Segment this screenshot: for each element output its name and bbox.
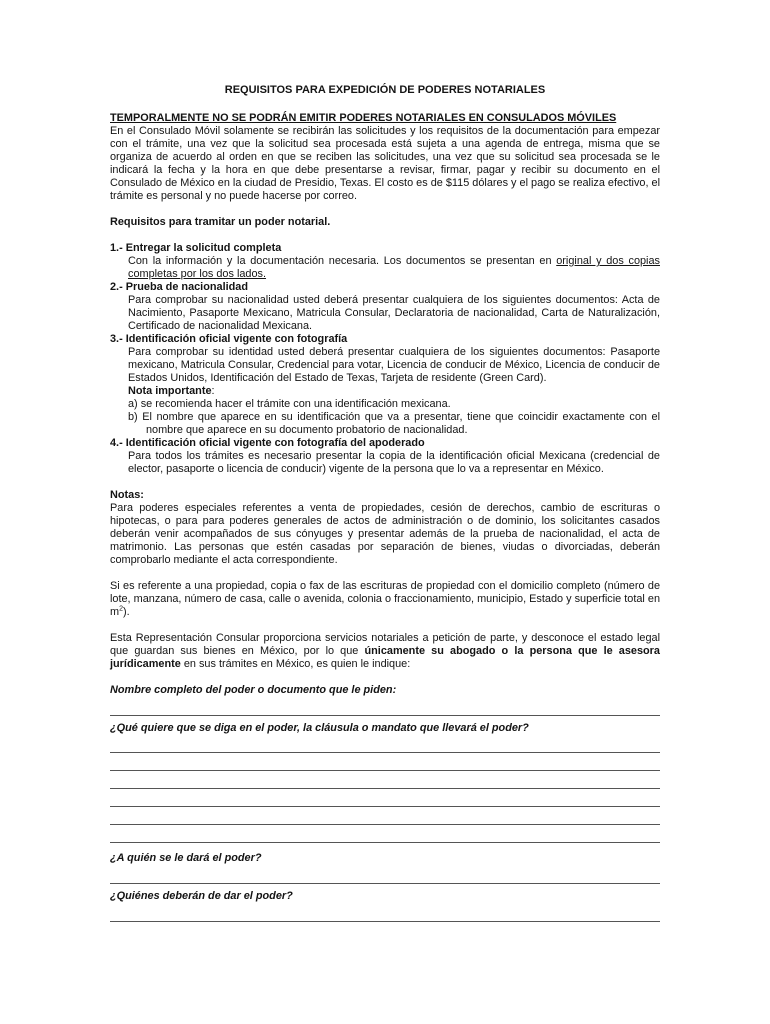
question-clause: ¿Qué quiere que se diga en el poder, la cláusula o mandato que llevará el poder? xyxy=(110,722,529,734)
notes-paragraph-2-text: Si es referente a una propiedad, copia o fax de las escrituras de propiedad con el domicilio completo (número de lote, manzana, número de casa, calle o avenida, colonia o fraccionamiento, municipio, Estado y superficie total en m xyxy=(110,580,660,618)
superscript-2: 2 xyxy=(119,605,123,613)
answer-line-clause-1[interactable] xyxy=(110,735,660,753)
item-3-heading: 3.- Identificación oficial vigente con fotografía xyxy=(110,333,348,345)
question-document-name: Nombre completo del poder o documento que le piden: xyxy=(110,684,397,696)
notes-paragraph-3-bold: únicamente su abogado o la persona que le asesora jurídicamente xyxy=(110,645,660,670)
notes-heading: Notas: xyxy=(110,489,144,501)
answer-line-clause-4[interactable] xyxy=(110,789,660,807)
item-1-text: Con la información y la documentación necesaria. Los documentos se presentan en xyxy=(128,255,557,267)
document-page xyxy=(110,84,660,922)
item-4-body: Para todos los trámites es necesario presentar la copia de la identificación oficial Mexicana (credencial de elector, pasaporte o licencia de conducir) vigente de la persona que lo va a representar en México. xyxy=(128,450,660,475)
item-1-underlined-text: original y dos copias completas por los dos lados. xyxy=(128,255,660,280)
notice-body: En el Consulado Móvil solamente se recibirán las solicitudes y los requisitos de la documentación para empezar con el trámite, una vez que la solicitud sea procesada está sujeta a una agenda de entrega, misma que se organiza de acuerdo al orden en que se reciben las solicitudes, una vez que su solicitud sea procesada se le indicará la fecha y la hora en que debe presentarse a revisar, firmar, pagar y recibir su documento en el Consulado de México en la ciudad de Presidio, Texas. El costo es de $115 dólares y el pago se realiza efectivo, el trámite es personal y no puede hacerse por correo. xyxy=(110,125,660,202)
notes-paragraph-1: Para poderes especiales referentes a venta de propiedades, cesión de derechos, cambio de escrituras o hipotecas, o para para poderes generales de actos de administración o de dominio, los solicitantes casados deberán venir acompañados de sus cónyuges y presentar además de la prueba de nacionalidad, el acta de matrimonio. Las personas que estén casadas por separación de bienes, viudas o divorciadas, deberán comprobarlo mediante el acta correspondiente. xyxy=(110,502,660,566)
item-3-body: Para comprobar su identidad usted deberá presentar cualquiera de los siguientes documentos: Pasaporte mexicano, Matricula Consular, Credencial para votar, Licencia de conducir de México, Licencia de conducir de Estados Unidos, Identificación del Estado de Texas, Tarjeta de residente (Green Card). xyxy=(128,346,660,384)
answer-line-grantors[interactable] xyxy=(110,903,660,922)
answer-line-clause-3[interactable] xyxy=(110,771,660,789)
note-b: b) El nombre que aparece en su identificación que va a presentar, tiene que coincidir exactamente con el nombre que aparece en su documento probatorio de nacionalidad. xyxy=(128,411,660,436)
notes-paragraph-3 xyxy=(110,632,660,671)
item-1-heading: 1.- Entregar la solicitud completa xyxy=(110,242,282,254)
answer-line-clause-5[interactable] xyxy=(110,807,660,825)
notes-paragraph-3-end: en sus trámites en México, es quien le indique: xyxy=(180,658,411,670)
notes-paragraph-2 xyxy=(110,580,660,619)
notice-heading: TEMPORALMENTE NO SE PODRÁN EMITIR PODERES NOTARIALES EN CONSULADOS MÓVILES xyxy=(110,112,617,124)
note-colon: : xyxy=(211,385,215,397)
page-title: REQUISITOS PARA EXPEDICIÓN DE PODERES NOTARIALES xyxy=(224,84,546,96)
item-2-heading: 2.- Prueba de nacionalidad xyxy=(110,281,248,293)
item-4-heading: 4.- Identificación oficial vigente con fotografía del apoderado xyxy=(110,437,425,449)
note-label: Nota importante xyxy=(128,385,212,397)
item-1-body xyxy=(110,255,660,281)
requirements-heading: Requisitos para tramitar un poder notarial. xyxy=(110,216,331,228)
question-grantors: ¿Quiénes deberán de dar el poder? xyxy=(110,890,293,902)
answer-line-recipient[interactable] xyxy=(110,865,660,884)
question-recipient: ¿A quién se le dará el poder? xyxy=(110,852,262,864)
notes-paragraph-3-start: Esta Representación Consular proporciona servicios notariales a petición de parte, y desconoce el estado legal que guardan sus bienes en México, por lo que xyxy=(110,632,660,657)
answer-line-clause-6[interactable] xyxy=(110,825,660,843)
answer-line-document-name[interactable] xyxy=(110,697,660,716)
notes-paragraph-2-end: ). xyxy=(122,606,130,618)
item-2-body: Para comprobar su nacionalidad usted deberá presentar cualquiera de los siguientes documentos: Acta de Nacimiento, Pasaporte Mexicano, Matricula Consular, Declaratoria de nacionalidad, Carta de Naturalización, Certificado de nacionalidad Mexicana. xyxy=(128,294,660,332)
item-3-note xyxy=(110,385,660,398)
note-a: a) se recomienda hacer el trámite con una identificación mexicana. xyxy=(128,398,451,410)
answer-line-clause-2[interactable] xyxy=(110,753,660,771)
